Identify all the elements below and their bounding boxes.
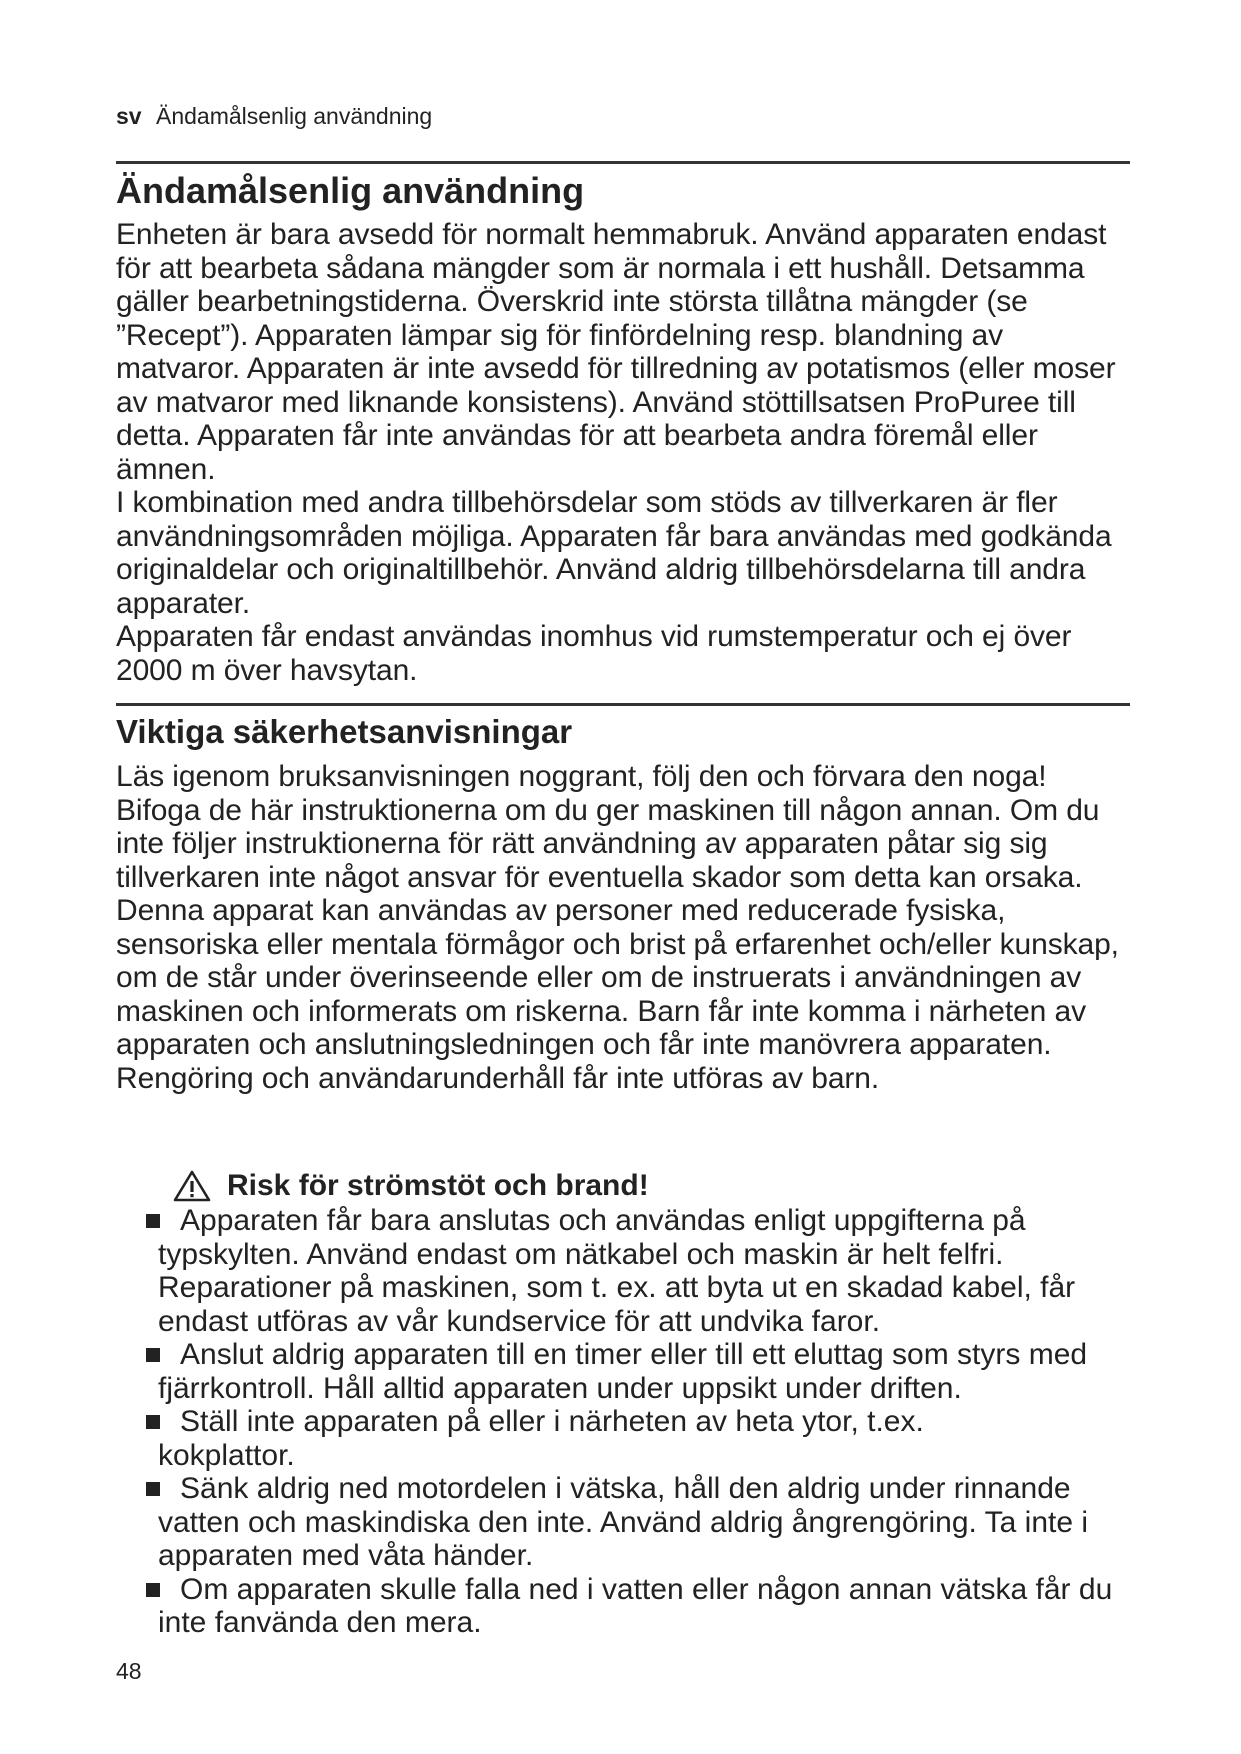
list-item: Apparaten får bara anslutas och användas enligt uppgifterna på typskylten. Använd endast om nätkabel och maskin är helt felfri. Reparationer på maskinen, som t. ex. att byta ut en skadad kabel, får endast utföras av vår kundservice för att undvika faror.	[146, 1204, 1138, 1338]
list-item: Ställ inte apparaten på eller i närheten av heta ytor, t.ex. kokplattor.	[146, 1405, 1058, 1472]
paragraph: Enheten är bara avsedd för normalt hemmabruk. Använd apparaten endast för att bearbeta sådana mängder som är normala i ett hushåll. Detsamma gäller bearbetningstiderna. Överskrid inte största tillåtna mängder (se ”Recept”). Apparaten lämpar sig för finfördelning resp. blandning av matvaror. Apparaten är inte avsedd för tillredning av potatismos (eller moser av matvaror med liknande konsistens). Använd stöttillsatsen ProPuree till detta. Apparaten får inte användas för att bearbeta andra föremål eller ämnen.	[116, 218, 1116, 486]
section-body-safety	[116, 760, 1156, 1095]
bullet-square-icon	[146, 1348, 160, 1362]
list-item: Om apparaten skulle falla ned i vatten eller någon annan vätska får du inte fanvända den mera.	[146, 1573, 1168, 1640]
bullet-square-icon	[146, 1482, 160, 1496]
language-code: sv	[116, 103, 142, 129]
bullet-square-icon	[146, 1415, 160, 1429]
list-item: Anslut aldrig apparaten till en timer eller till ett eluttag som styrs med fjärrkontroll. Håll alltid apparaten under uppsikt under driften.	[146, 1338, 1168, 1405]
page-number: 48	[116, 1658, 142, 1684]
running-header	[116, 103, 432, 130]
bullet-square-icon	[146, 1214, 160, 1228]
section-divider	[116, 161, 1130, 164]
header-title: Ändamålsenlig användning	[155, 103, 433, 129]
warning-title: Risk för strömstöt och brand!	[227, 1169, 649, 1202]
list-item: Sänk aldrig ned motordelen i vätska, håll den aldrig under rinnande vatten och maskindiska den inte. Använd aldrig ångrengöring. Ta inte i apparaten med våta händer.	[146, 1472, 1098, 1573]
bullet-square-icon	[146, 1583, 160, 1597]
paragraph: Denna apparat kan användas av personer med reducerade fysiska, sensoriska eller mentala förmågor och brist på erfarenhet och/eller kunskap, om de står under överinseende eller om de instruerats i användningen av maskinen och informerats om riskerna. Barn får inte komma i närheten av apparaten och anslutningsledningen och får inte manövrera apparaten. Rengöring och användarunderhåll får inte utföras av barn.	[116, 894, 1119, 1095]
section-body-intended-use	[116, 218, 1156, 687]
warning-triangle-icon	[173, 1170, 211, 1202]
section-heading-safety: Viktiga säkerhetsanvisningar	[116, 713, 573, 750]
paragraph: I kombination med andra tillbehörsdelar som stöds av tillverkaren är fler användningsområden möjliga. Apparaten får bara användas med godkända originaldelar och originaltillbehör. Använd aldrig tillbehörsdelarna till andra apparater.	[116, 486, 1112, 620]
section-heading-intended-use: Ändamålsenlig användning	[116, 170, 585, 211]
warning-heading	[173, 1169, 649, 1203]
warning-list	[146, 1204, 1166, 1640]
section-divider	[116, 703, 1130, 706]
paragraph: Läs igenom bruksanvisningen noggrant, följ den och förvara den noga! Bifoga de här instruktionerna om du ger maskinen till någon annan. Om du inte följer instruktionerna för rätt användning av apparaten påtar sig sig tillverkaren inte något ansvar för eventuella skador som detta kan orsaka.	[116, 760, 1100, 894]
paragraph: Apparaten får endast användas inomhus vid rumstemperatur och ej över 2000 m över havsytan.	[116, 620, 1072, 687]
